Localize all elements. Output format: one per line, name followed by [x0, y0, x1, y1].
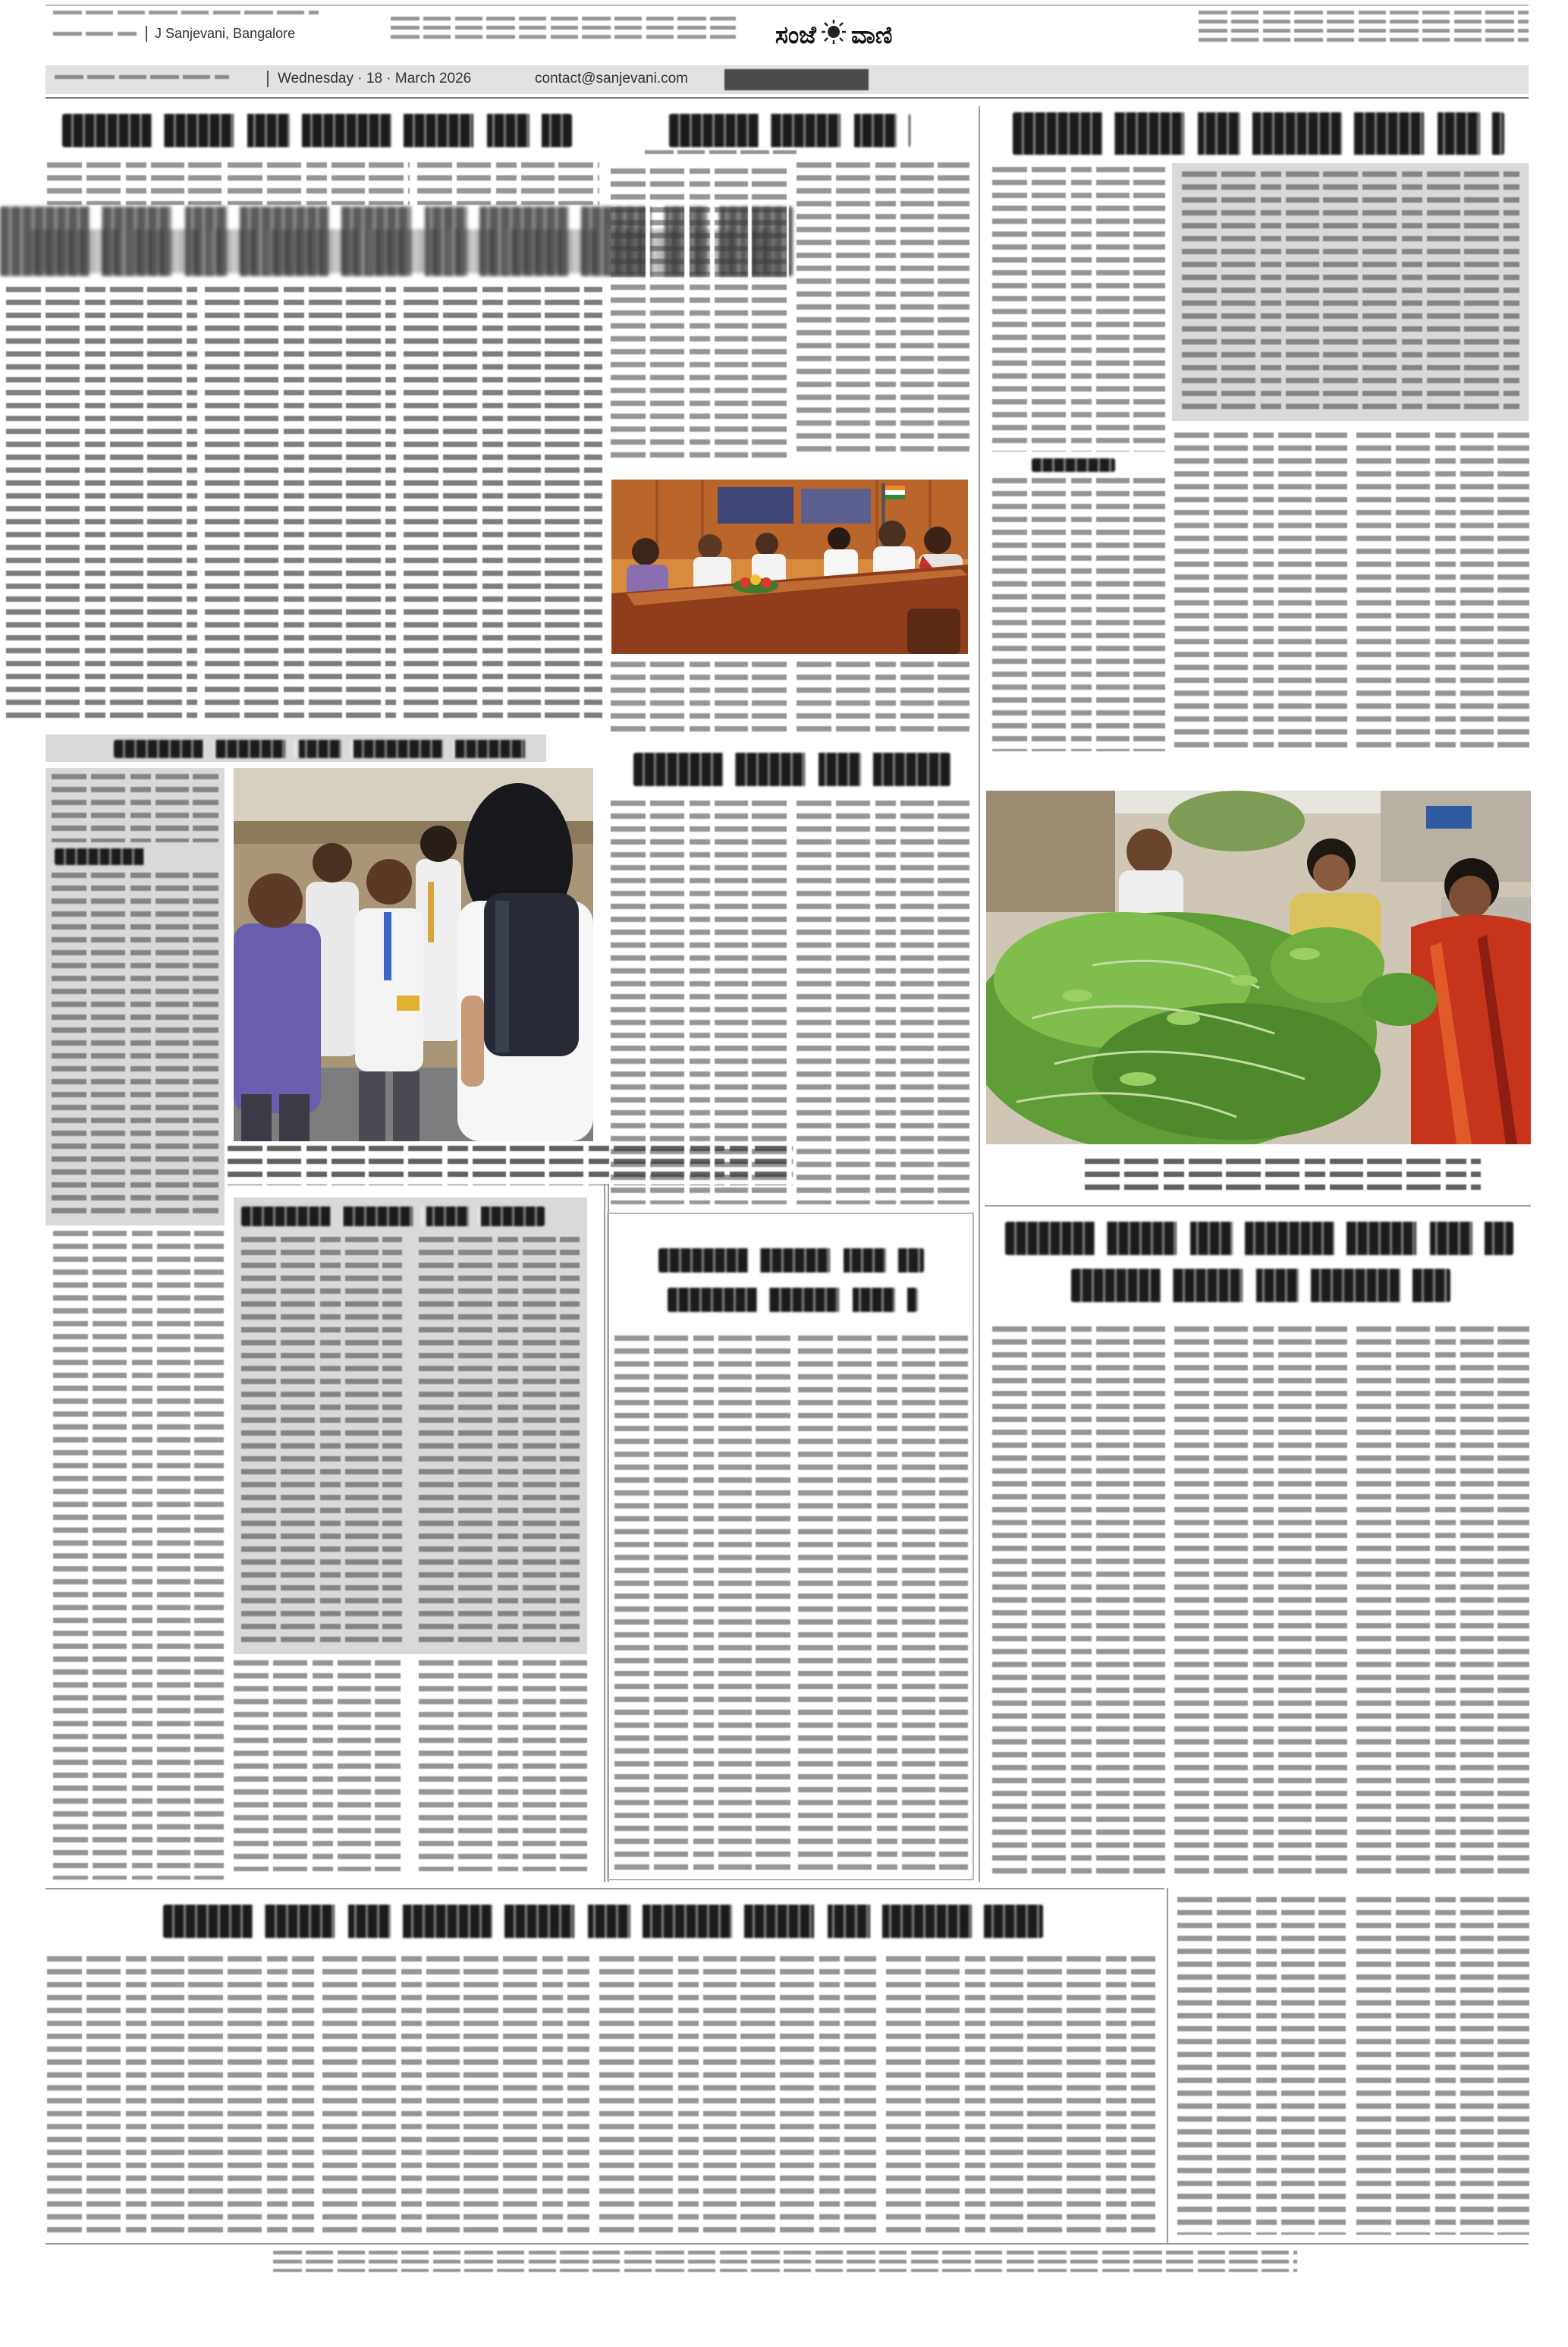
- column-divider: [604, 1184, 605, 1882]
- top-rule: [46, 5, 1529, 6]
- photo-students: [234, 768, 593, 1141]
- masthead-publication: J Sanjevani, Bangalore: [146, 26, 295, 42]
- feature-story-body: [205, 287, 396, 723]
- contact-email[interactable]: contact@sanjevani.com: [535, 71, 688, 87]
- gray-box-headline: [241, 1207, 545, 1226]
- bottom-story-headline: [163, 1905, 1043, 1938]
- lead-story-body: [228, 162, 410, 205]
- footer-imprint: [273, 2251, 1297, 2272]
- sidebar-text: [52, 873, 218, 1218]
- sidebar-text: [52, 774, 218, 842]
- kannada-date: [55, 75, 229, 84]
- bottom-right-column-text: [1177, 1897, 1346, 2235]
- school-story-headline: [114, 740, 527, 758]
- art-story-highlight-text: [1182, 171, 1519, 413]
- masthead-editor-line: [53, 11, 319, 20]
- gray-box-text: [419, 1237, 580, 1647]
- masthead-bottom-rule: [46, 97, 1529, 99]
- photo-greens-caption: [1085, 1159, 1481, 1192]
- meeting-story-body: [611, 662, 789, 739]
- sports-story-headline: [633, 753, 951, 786]
- market-story-headline-line2: [1071, 1269, 1450, 1302]
- column-divider: [979, 106, 980, 1882]
- sports-story-body: [797, 801, 969, 1204]
- sports-story-body: [611, 801, 789, 1204]
- art-story-body: [992, 478, 1165, 751]
- meeting-story-body: [797, 162, 969, 458]
- bottom-section-rule: [46, 1888, 1164, 1889]
- boxed-story-headline-line2: [668, 1288, 918, 1312]
- bottom-story-body: [599, 1956, 876, 2237]
- bottom-story-body: [322, 1956, 589, 2237]
- bottom-story-body: [47, 1956, 314, 2237]
- boxed-story-body: [798, 1336, 968, 1870]
- boxed-story-headline-line1: [658, 1248, 924, 1273]
- sidebar-subheading: [55, 848, 146, 865]
- market-story-headline-line1: [1005, 1222, 1513, 1255]
- art-story-body: [1174, 433, 1347, 751]
- masthead-office-phones: [391, 17, 736, 42]
- meeting-story-headline: [669, 114, 910, 147]
- boxed-story-body: [614, 1336, 790, 1870]
- gray-box-text: [241, 1237, 402, 1647]
- lead-story-headline: [62, 114, 572, 147]
- lead-story-body: [417, 162, 599, 205]
- logo-text-right: ವಾಣಿ: [850, 20, 893, 49]
- art-story-body: [1356, 433, 1529, 751]
- lead-story-body: [47, 162, 222, 205]
- column-divider: [1167, 1888, 1168, 2245]
- sun-emblem-icon: [821, 19, 847, 51]
- market-story-body: [1174, 1326, 1347, 1877]
- newspaper-logo: [775, 18, 892, 52]
- art-story-body: [992, 167, 1165, 451]
- left-column-text: [53, 1231, 224, 1880]
- page-tag: [724, 69, 869, 90]
- bottom-right-column-text: [1356, 1897, 1529, 2235]
- meeting-story-body: [797, 662, 969, 739]
- gray-box-continued-text: [419, 1660, 587, 1871]
- masthead-right-info: [1199, 11, 1529, 46]
- photo-meeting: [611, 480, 968, 654]
- footer-rule: [46, 2243, 1529, 2245]
- market-story-body: [992, 1326, 1165, 1877]
- meeting-story-byline: [645, 150, 797, 159]
- photo-greens-vendors: [986, 791, 1531, 1144]
- art-story-subheading: [1032, 458, 1115, 472]
- section-rule: [985, 1205, 1531, 1207]
- logo-text-left: ಸಂಜೆ: [775, 20, 816, 49]
- gray-box-continued-text: [234, 1660, 401, 1871]
- english-date: Wednesday · 18 · March 2026: [267, 71, 471, 87]
- feature-story-body: [6, 287, 197, 723]
- art-story-headline: [1013, 112, 1504, 155]
- meeting-story-body: [611, 168, 789, 458]
- feature-story-body: [404, 287, 602, 723]
- bottom-story-body: [886, 1956, 1155, 2237]
- market-story-body: [1356, 1326, 1529, 1877]
- masthead-kannada-name: [53, 32, 137, 41]
